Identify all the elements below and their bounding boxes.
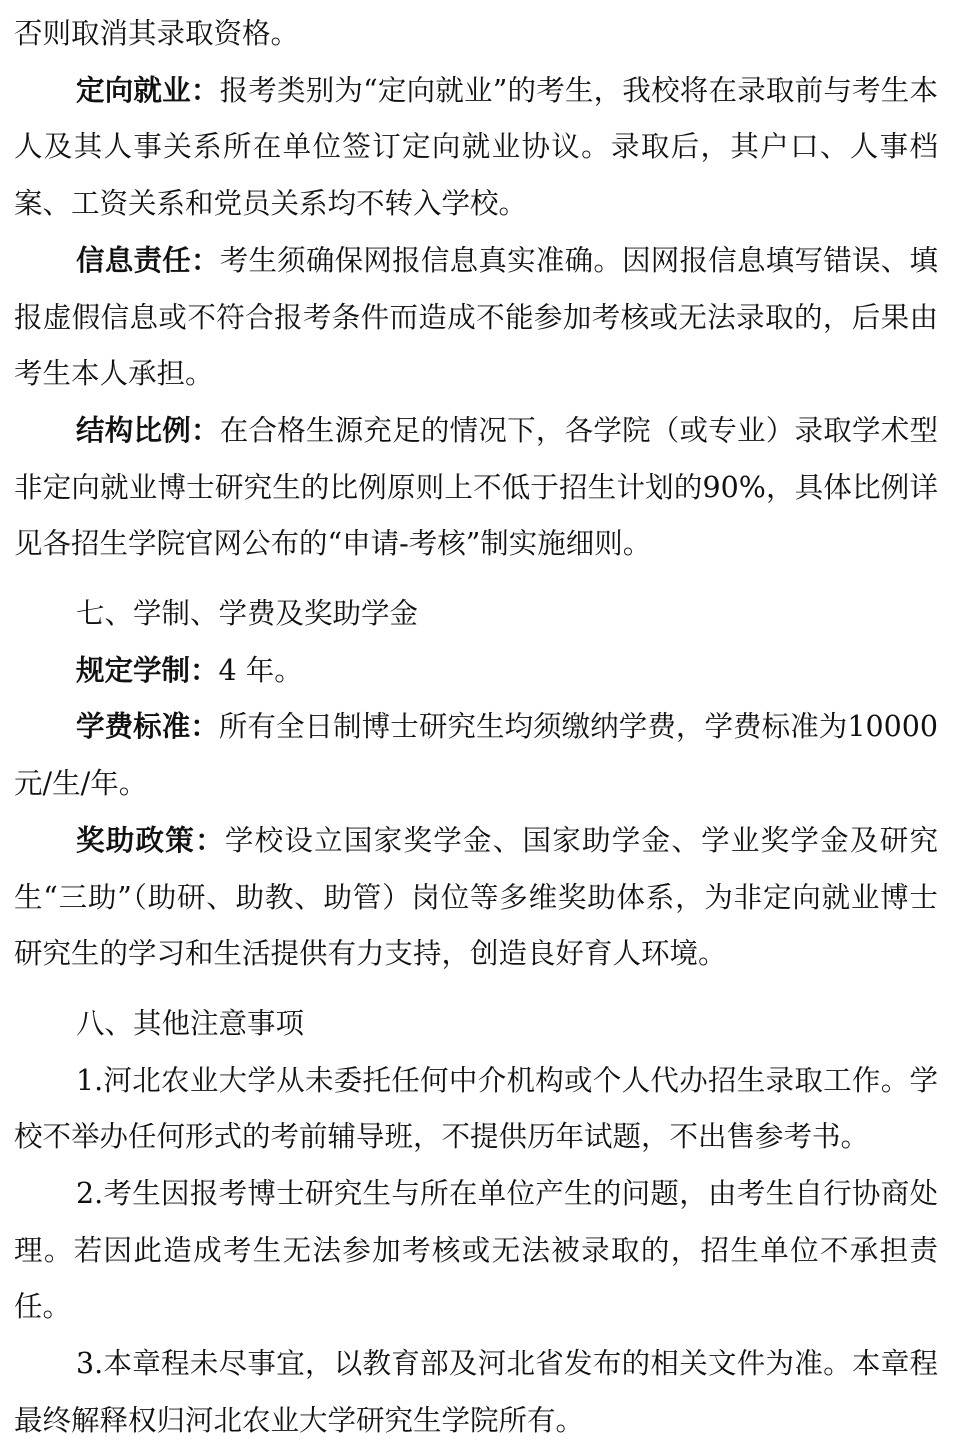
section-heading-8 [14,996,938,1053]
term-label: 信息责任： [76,243,220,277]
section-heading-text: 七、学制、学费及奖助学金 [76,597,419,631]
paragraph-tuition [14,699,938,812]
paragraph-study-length [14,643,938,700]
paragraph-text: 学校设立国家奖学金、国家助学金、学业奖学金及研究生“三助”（助研、助教、助管）岗位等多维奖助体系，为非定向就业博士研究生的学习和生活提供有力支持，创造良好育人环境。 [14,823,938,971]
section-heading-7 [14,586,938,643]
notice-item-1 [14,1053,938,1166]
term-label: 规定学制： [76,653,219,687]
paragraph-continuation [14,6,938,63]
term-label: 结构比例： [76,413,220,447]
notice-item-3 [14,1336,938,1449]
paragraph-structure-ratio [14,403,938,573]
notice-item-text: 3.本章程未尽事宜，以教育部及河北省发布的相关文件为准。本章程最终解释权归河北农业大学研究生学院所有。 [14,1347,938,1437]
paragraph-text: 考生须确保网报信息真实准确。因网报信息填写错误、填报虚假信息或不符合报考条件而造成不能参加考核或无法录取的，后果由考生本人承担。 [14,243,938,391]
paragraph-directed-employment [14,63,938,233]
term-label: 学费标准： [76,710,219,744]
notice-item-text: 2.考生因报考博士研究生与所在单位产生的问题，由考生自行协商处理。若因此造成考生无法参加考核或无法被录取的，招生单位不承担责任。 [14,1177,938,1324]
paragraph-text: 报考类别为“定向就业”的考生，我校将在录取前与考生本人及其人事关系所在单位签订定向就业协议。录取后，其户口、人事档案、工资关系和党员关系均不转入学校。 [14,73,938,221]
term-label: 定向就业： [76,73,220,107]
section-heading-text: 八、其他注意事项 [76,1006,305,1040]
paragraph-text: 否则取消其录取资格。 [14,17,300,50]
paragraph-text: 所有全日制博士研究生均须缴纳学费，学费标准为10000 元/生/年。 [14,710,938,801]
paragraph-text: 在合格生源充足的情况下，各学院（或专业）录取学术型非定向就业博士研究生的比例原则上不低于招生计划的90%，具体比例详见各招生学院官网公布的“申请-考核”制实施细则。 [14,413,938,561]
notice-item-text: 1.河北农业大学从未委托任何中介机构或个人代办招生录取工作。学校不举办任何形式的考前辅导班，不提供历年试题，不出售参考书。 [14,1063,938,1154]
notice-item-2 [14,1166,938,1336]
paragraph-information-responsibility [14,233,938,403]
paragraph-text: 4 年。 [218,653,303,687]
paragraph-scholarship-policy [14,813,938,983]
term-label: 奖助政策： [76,823,225,857]
